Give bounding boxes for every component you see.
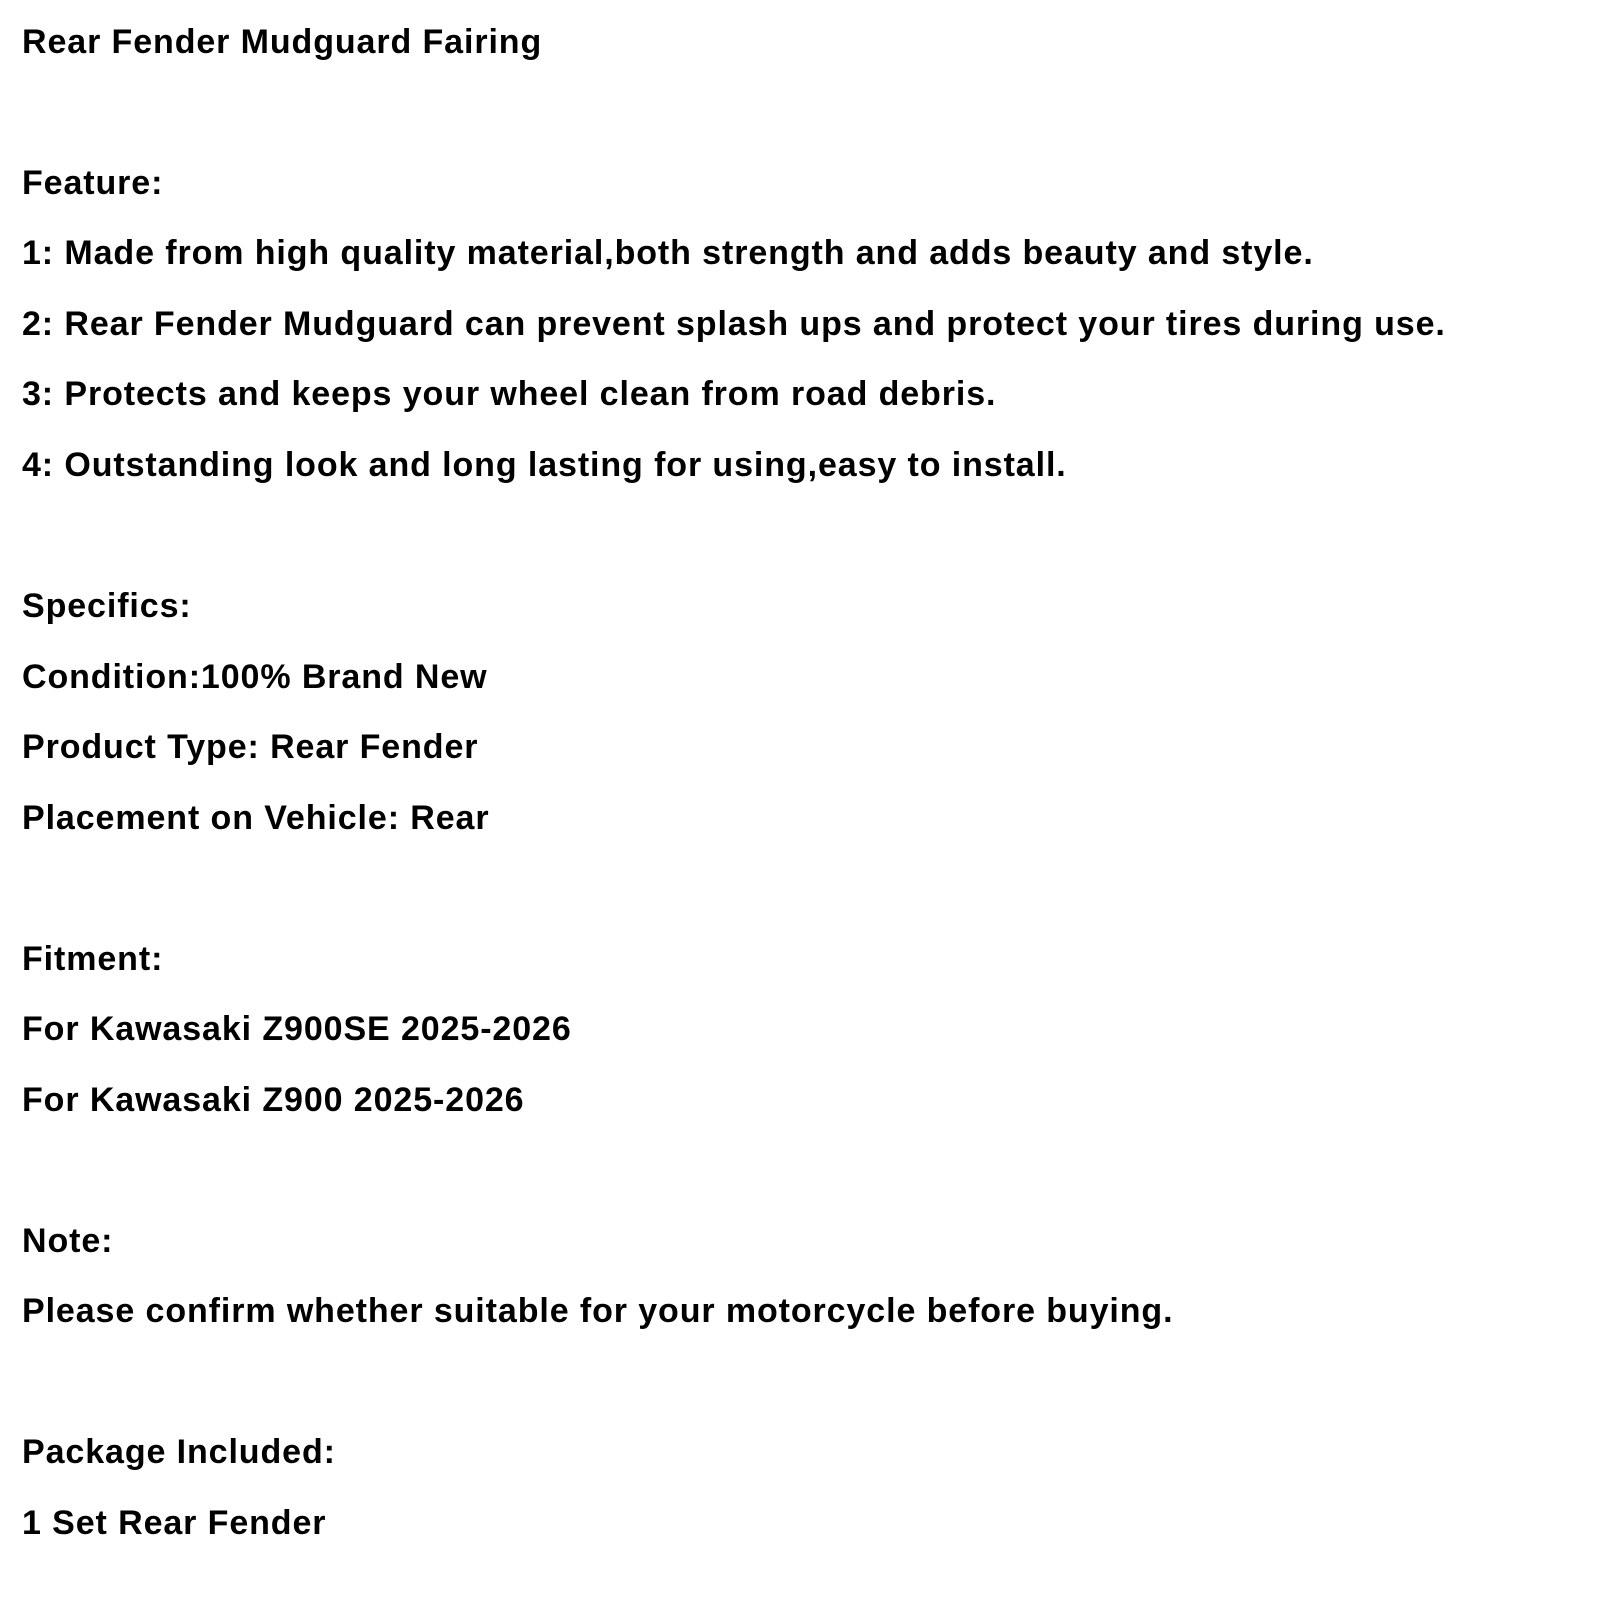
fitment-item: For Kawasaki Z900SE 2025-2026: [22, 1010, 572, 1048]
feature-item: 4: Outstanding look and long lasting for using,easy to install.: [22, 446, 1067, 484]
specifics-heading: Specifics:: [22, 587, 192, 625]
specifics-item: Product Type: Rear Fender: [22, 728, 479, 766]
fitment-heading: Fitment:: [22, 940, 164, 978]
feature-item: 1: Made from high quality material,both strength and adds beauty and style.: [22, 234, 1314, 272]
feature-heading: Feature:: [22, 164, 164, 202]
package-heading: Package Included:: [22, 1433, 336, 1471]
note-text: Please confirm whether suitable for your motorcycle before buying.: [22, 1292, 1174, 1330]
specifics-item: Condition:100% Brand New: [22, 658, 488, 696]
note-heading: Note:: [22, 1222, 114, 1260]
fitment-item: For Kawasaki Z900 2025-2026: [22, 1081, 525, 1119]
feature-item: 2: Rear Fender Mudguard can prevent splash ups and protect your tires during use.: [22, 305, 1446, 343]
specifics-item: Placement on Vehicle: Rear: [22, 799, 490, 837]
product-title: Rear Fender Mudguard Fairing: [22, 23, 543, 61]
package-item: 1 Set Rear Fender: [22, 1504, 327, 1542]
feature-item: 3: Protects and keeps your wheel clean from road debris.: [22, 375, 997, 413]
